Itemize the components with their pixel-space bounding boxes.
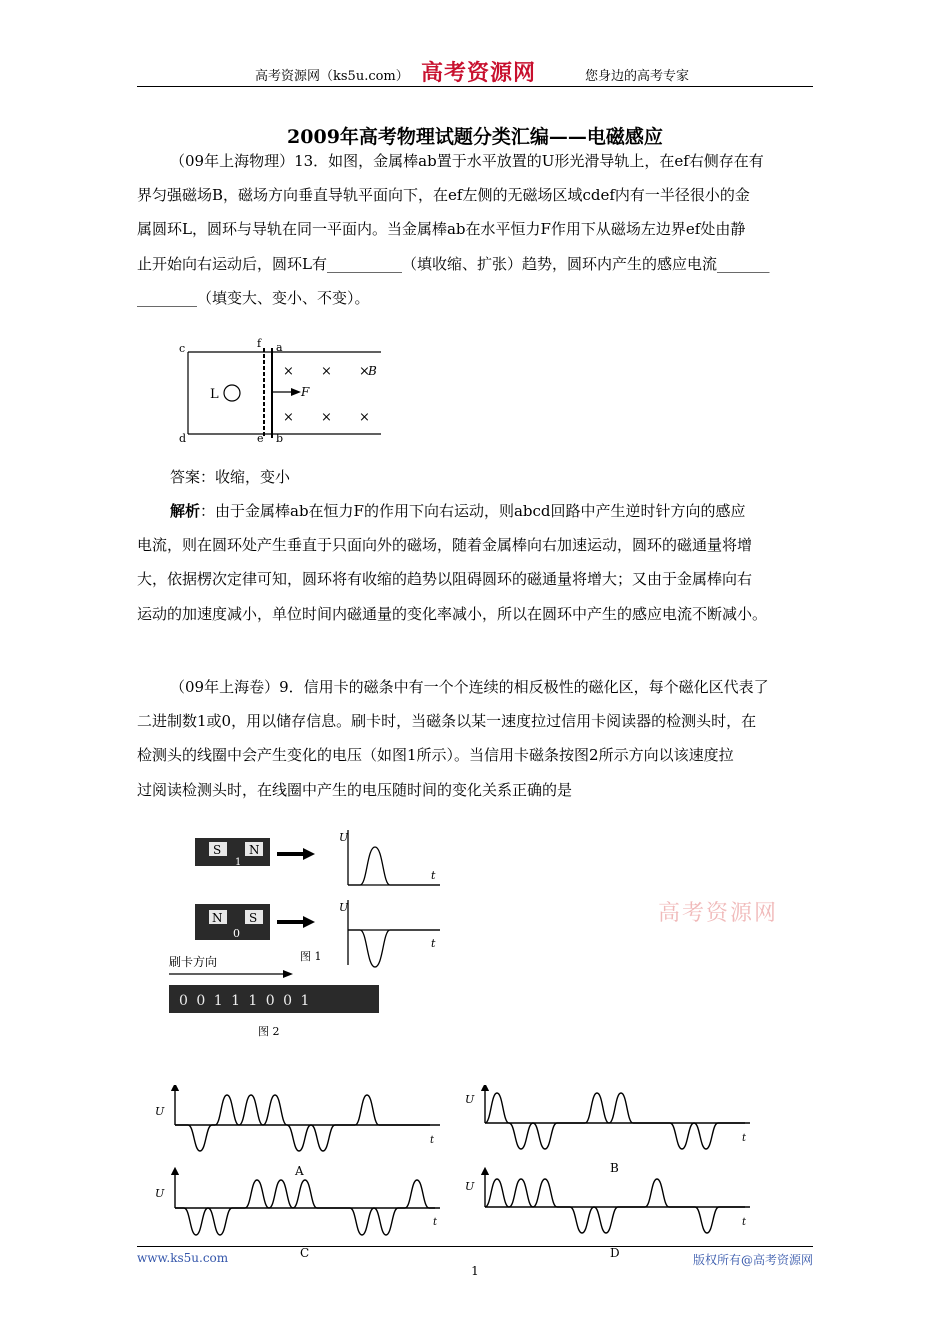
analysis-line: 电流，则在圆环处产生垂直于只面向外的磁场，随着金属棒向右加速运动，圆环的磁通量将增 <box>137 536 753 555</box>
page-footer <box>137 1246 813 1267</box>
label-S: S <box>213 843 222 857</box>
axis-U: U <box>465 1093 475 1106</box>
axis-U: U <box>339 831 349 844</box>
watermark: 高考资源网 <box>658 901 779 926</box>
label-S: S <box>249 911 258 925</box>
axis-t: t <box>431 937 436 950</box>
q1-line: 属圆环L，圆环与导轨在同一平面内。当金属棒ab在水平恒力F作用下从磁场左边界ef处由静 <box>137 220 746 239</box>
label-L: L <box>210 387 219 402</box>
axis-t: t <box>430 1135 435 1146</box>
option-A: A <box>295 1164 304 1178</box>
analysis-line: 运动的加速度减小，单位时间内磁通量的变化率减小，所以在圆环中产生的感应电流不断减小。 <box>137 604 768 623</box>
q2-line: 检测头的线圈中会产生变化的电压（如图1所示）。当信用卡磁条按图2所示方向以该速度拉 <box>137 746 734 765</box>
label-N: N <box>212 911 223 925</box>
label-d: d <box>179 432 187 445</box>
label-a: a <box>276 341 283 354</box>
q1-line: ________（填变大、变小、不变）。 <box>137 288 370 307</box>
header-slogan: 您身边的高考专家 <box>585 69 690 84</box>
question-2-text <box>137 670 817 807</box>
option-D: D <box>610 1246 620 1260</box>
analysis-label: 解析 <box>170 502 201 520</box>
q2-line: （09年上海卷）9．信用卡的磁条中有一个个连续的相反极性的磁化区，每个磁化区代表了 <box>170 678 769 696</box>
analysis-line: ：由于金属棒ab在恒力F的作用下向右运动，则abcd回路中产生逆时针方向的感应 <box>200 502 746 520</box>
swipe-label: 刷卡方向 <box>169 955 218 969</box>
q1-line: 止开始向右运动后，圆环L有__________（填收缩、扩张）趋势，圆环内产生的感应电流_______ <box>137 254 770 273</box>
bits-label: 0 0 1 1 1 0 0 1 <box>179 993 312 1009</box>
fig1-caption: 图 1 <box>300 950 322 963</box>
q1-line: （09年上海物理）13．如图，金属棒ab置于水平放置的U形光滑导轨上，在ef右侧存在有 <box>170 152 764 170</box>
field-x: × <box>321 364 332 379</box>
question-1-text <box>137 144 817 315</box>
page-title: 2009年高考物理试题分类汇编——电磁感应 <box>287 126 663 148</box>
rail-field-figure <box>175 338 395 446</box>
axis-t: t <box>742 1133 747 1144</box>
header-site: 高考资源网（ks5u.com） <box>255 69 409 84</box>
page-number: 1 <box>471 1264 479 1278</box>
bit-0: 0 <box>233 927 240 940</box>
axis-t: t <box>433 1217 438 1228</box>
q1-analysis <box>137 494 817 631</box>
axis-U: U <box>465 1180 475 1193</box>
header-logo: 高考资源网 <box>421 60 537 86</box>
footer-copyright: 版权所有@高考资源网 <box>692 1253 813 1267</box>
axis-U: U <box>155 1105 165 1118</box>
field-x: × <box>359 410 370 425</box>
field-x: × <box>321 410 332 425</box>
label-c: c <box>179 342 186 355</box>
analysis-line: 大，依据楞次定律可知，圆环将有收缩的趋势以阻碍圆环的磁通量将增大；又由于金属棒向右 <box>137 570 753 589</box>
q1-line: 界匀强磁场B，磁场方向垂直导轨平面向下，在ef左侧的无磁场区域cdef内有一半径很小的金 <box>137 186 750 205</box>
fig2-caption: 图 2 <box>258 1025 280 1038</box>
label-N: N <box>249 843 260 857</box>
label-B: B <box>368 364 377 378</box>
q2-line: 二进制数1或0，用以储存信息。刷卡时，当磁条以某一速度拉过信用卡阅读器的检测头时，在 <box>137 712 757 731</box>
field-x: × <box>283 364 294 379</box>
label-e: e <box>257 432 264 445</box>
label-F: F <box>301 385 310 399</box>
footer-link[interactable]: www.ks5u.com <box>137 1251 229 1265</box>
axis-U: U <box>339 901 349 914</box>
label-f: f <box>257 338 262 350</box>
options-figure <box>150 1085 770 1260</box>
label-b: b <box>276 432 284 445</box>
axis-t: t <box>742 1217 747 1228</box>
page-header <box>137 56 813 87</box>
axis-t: t <box>431 869 436 882</box>
field-x: × <box>359 364 370 379</box>
bit-1: 1 <box>235 857 242 868</box>
option-C: C <box>300 1246 310 1260</box>
option-B: B <box>610 1161 619 1175</box>
card-figure <box>165 825 455 1040</box>
q1-answer: 答案：收缩，变小 <box>170 468 291 486</box>
q2-line: 过阅读检测头时，在线圈中产生的电压随时间的变化关系正确的是 <box>137 780 573 799</box>
field-x: × <box>283 410 294 425</box>
axis-U: U <box>155 1187 165 1200</box>
